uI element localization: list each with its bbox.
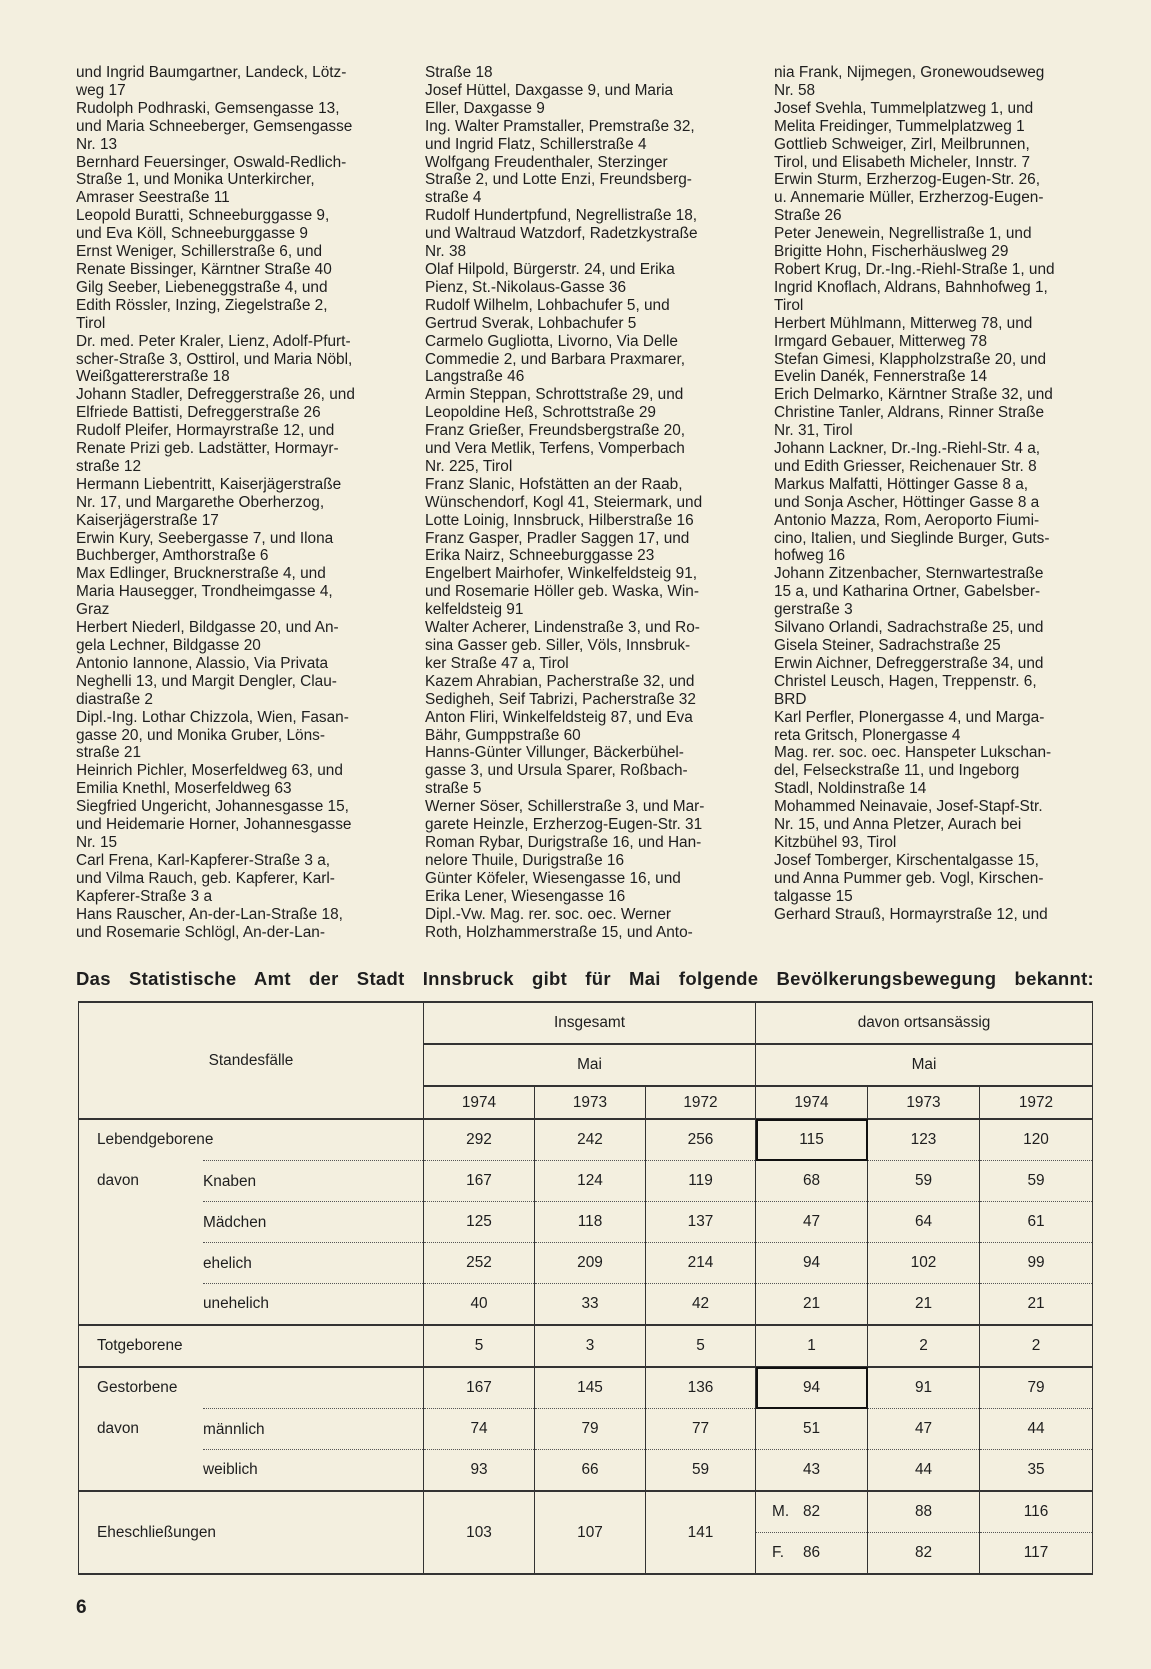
page-number: 6 <box>76 1597 87 1618</box>
text-line: ker Straße 47 a, Tirol <box>425 654 569 672</box>
text-line: Antonio Iannone, Alassio, Via Privata <box>76 654 329 672</box>
value-cell-insgesamt: 141 <box>646 1491 756 1574</box>
text-line: Mohammed Neinavaie, Josef-Stapf-Str. <box>774 798 1043 816</box>
text-line: reta Gritsch, Plonergasse 4 <box>774 726 961 744</box>
marriage-male-cell <box>868 1492 979 1532</box>
value-cell-insgesamt: 242 <box>535 1119 646 1161</box>
value-cell-insgesamt: 145 <box>535 1367 646 1409</box>
text-line: Nr. 225, Tirol <box>425 457 513 475</box>
text-line: Armin Steppan, Schrottstraße 29, und <box>425 386 684 404</box>
text-line: gerstraße 3 <box>774 601 853 619</box>
text-line: Hanns-Günter Villunger, Bäckerbühel- <box>425 744 684 762</box>
value-cell-ortsansaessig: 51 <box>756 1409 868 1450</box>
text-line: sina Gasser geb. Siller, Völs, Innsbruk- <box>425 637 691 654</box>
row-label-cell <box>79 1243 424 1284</box>
text-column-left <box>76 64 406 941</box>
text-line: gela Lechner, Bildgasse 20 <box>76 637 261 654</box>
text-column-right <box>774 64 1099 924</box>
text-line: Dr. med. Peter Kraler, Lienz, Adolf-Pfurt- <box>76 332 351 350</box>
text-line: straße 5 <box>425 780 482 798</box>
header-year: 1972 <box>646 1086 756 1119</box>
value-cell-insgesamt: 33 <box>535 1284 646 1326</box>
value-cell-ortsansaessig: 47 <box>868 1409 980 1450</box>
text-line: Nr. 15, und Anna Pletzer, Aurach bei <box>774 816 1022 834</box>
marriage-male-value: 82 <box>802 1503 821 1520</box>
value-cell-ortsansaessig: 21 <box>756 1284 868 1326</box>
text-line: und Eva Köll, Schneeburggasse 9 <box>76 225 308 243</box>
text-line: Eller, Daxgasse 9 <box>425 99 545 117</box>
text-line: Buchberger, Amthorstraße 6 <box>76 547 269 565</box>
value-cell-ortsansaessig: 102 <box>868 1243 980 1284</box>
header-insgesamt: Insgesamt <box>424 1002 756 1044</box>
text-line: Olaf Hilpold, Bürgerstr. 24, und Erika <box>425 260 675 278</box>
text-line: Neghelli 13, und Margit Dengler, Clau- <box>76 672 337 690</box>
text-line: u. Annemarie Müller, Erzherzog-Eugen- <box>774 189 1044 207</box>
text-line: gasse 3, und Ursula Sparer, Roßbach- <box>425 762 688 780</box>
value-cell-insgesamt: 209 <box>535 1243 646 1284</box>
row-label-cell <box>79 1119 424 1161</box>
text-line: Leopold Buratti, Schneeburggasse 9, <box>76 207 330 225</box>
value-cell-insgesamt: 256 <box>646 1119 756 1161</box>
text-line: Markus Malfatti, Höttinger Gasse 8 a, <box>774 475 1029 493</box>
text-line: und Vilma Rauch, geb. Kapferer, Karl- <box>76 869 335 887</box>
value-cell-insgesamt: 119 <box>646 1161 756 1202</box>
text-line: Erika Nairz, Schneeburggasse 23 <box>425 547 655 565</box>
text-line: Pienz, St.-Nikolaus-Gasse 36 <box>425 278 627 296</box>
text-line: und Anna Pummer geb. Vogl, Kirschen- <box>774 869 1044 887</box>
header-ortsansaessig: davon ortsansässig <box>756 1002 1093 1044</box>
text-line: Hermann Liebentritt, Kaiserjägerstraße <box>76 475 342 493</box>
text-line: Josef Hüttel, Daxgasse 9, und Maria <box>425 81 674 99</box>
text-line: Erwin Kury, Seebergasse 7, und Ilona <box>76 529 334 547</box>
text-line: Commedie 2, und Barbara Praxmarer, <box>425 350 686 368</box>
text-line: Herbert Niederl, Bildgasse 20, und An- <box>76 619 339 637</box>
marriage-male-cell <box>980 1492 1092 1532</box>
text-line: Silvano Orlandi, Sadrachstraße 25, und <box>774 619 1044 637</box>
row-label: Eheschließungen <box>97 1523 216 1541</box>
row-label: Lebendgeborene <box>97 1131 214 1149</box>
value-cell-ortsansaessig: 120 <box>980 1119 1093 1161</box>
text-line: Josef Tomberger, Kirschentalgasse 15, <box>774 851 1039 869</box>
text-line: Maria Hausegger, Trondheimgasse 4, <box>76 583 333 601</box>
text-line: Heinrich Pichler, Moserfeldweg 63, und <box>76 762 343 780</box>
table-row <box>79 1202 1093 1243</box>
row-label-cell <box>79 1325 424 1367</box>
row-label: Totgeborene <box>97 1337 183 1354</box>
header-year: 1974 <box>756 1086 868 1119</box>
value-cell-ortsansaessig: 94 <box>756 1367 868 1409</box>
header-row-groups <box>79 1002 1093 1044</box>
text-line: Evelin Danék, Fennerstraße 14 <box>774 368 988 386</box>
row-label: unehelich <box>203 1295 269 1313</box>
text-line: Rudolf Hundertpfund, Negrellistraße 18, <box>425 207 698 225</box>
text-line: Nr. 58 <box>774 81 816 99</box>
text-line: Edith Rössler, Inzing, Ziegelstraße 2, <box>76 296 328 314</box>
text-line: Tirol <box>774 296 804 314</box>
text-line: Ingrid Knoflach, Aldrans, Bahnhofweg 1, <box>774 278 1048 296</box>
text-line: Kazem Ahrabian, Pacherstraße 32, und <box>425 672 695 690</box>
value-cell-insgesamt: 93 <box>424 1450 535 1492</box>
text-line: Roth, Holzhammerstraße 15, und Anto- <box>425 923 693 941</box>
text-line: und Vera Metlik, Terfens, Vomperbach <box>425 440 685 458</box>
value-cell-ortsansaessig: 59 <box>980 1161 1093 1202</box>
text-line: Sedigheh, Seif Tabrizi, Pacherstraße 32 <box>425 690 696 708</box>
value-cell-insgesamt: 292 <box>424 1119 535 1161</box>
value-cell-ortsansaessig: 64 <box>868 1202 980 1243</box>
text-line: Rudolph Podhraski, Gemsengasse 13, <box>76 99 340 117</box>
text-line: weg 17 <box>76 81 126 99</box>
value-cell-insgesamt: 214 <box>646 1243 756 1284</box>
text-line: Brigitte Hohn, Fischerhäuslweg 29 <box>774 243 1009 261</box>
text-line: Langstraße 46 <box>425 368 525 386</box>
text-line: Erich Delmarko, Kärntner Straße 32, und <box>774 386 1053 404</box>
value-cell-ortsansaessig: 99 <box>980 1243 1093 1284</box>
text-line: Tirol <box>76 314 106 332</box>
value-cell-ortsansaessig <box>868 1491 980 1574</box>
text-line: und Edith Griesser, Reichenauer Str. 8 <box>774 457 1037 475</box>
header-year: 1973 <box>868 1086 980 1119</box>
text-line: Gertrud Sverak, Lohbachufer 5 <box>425 314 637 332</box>
text-line: und Maria Schneeberger, Gemsengasse <box>76 117 353 135</box>
value-cell-ortsansaessig: 21 <box>868 1284 980 1326</box>
marriage-female-value: 86 <box>802 1544 821 1561</box>
value-cell-insgesamt: 167 <box>424 1367 535 1409</box>
text-line: Dipl.-Ing. Lothar Chizzola, Wien, Fasan- <box>76 708 349 726</box>
text-line: Rudolf Pleifer, Hormayrstraße 12, und <box>76 422 335 440</box>
value-cell-insgesamt: 74 <box>424 1409 535 1450</box>
text-line: del, Felseckstraße 11, und Ingeborg <box>774 762 1020 780</box>
header-month-ortsansaessig: Mai <box>756 1044 1093 1086</box>
text-line: Nr. 15 <box>76 833 118 851</box>
text-line: Nr. 31, Tirol <box>774 422 853 440</box>
text-line: Bähr, Gumppstraße 60 <box>425 726 581 744</box>
value-cell-insgesamt: 66 <box>535 1450 646 1492</box>
value-cell-insgesamt: 59 <box>646 1450 756 1492</box>
text-line: Robert Krug, Dr.-Ing.-Riehl-Straße 1, und <box>774 260 1055 278</box>
text-line: Straße 18 <box>425 64 493 81</box>
row-prefix: davon <box>97 1172 139 1189</box>
row-label-cell <box>79 1450 424 1492</box>
value-cell-ortsansaessig <box>980 1491 1093 1574</box>
header-year: 1972 <box>980 1086 1093 1119</box>
text-line: Kaiserjägerstraße 17 <box>76 511 219 529</box>
text-line: und Sonja Ascher, Höttinger Gasse 8 a <box>774 493 1040 511</box>
row-label-cell <box>79 1161 424 1202</box>
row-label-cell <box>79 1409 424 1450</box>
value-cell-insgesamt: 5 <box>424 1325 535 1367</box>
text-line: Gerhard Strauß, Hormayrstraße 12, und <box>774 905 1048 923</box>
text-line: Ernst Weniger, Schillerstraße 6, und <box>76 243 323 261</box>
text-line: scher-Straße 3, Osttirol, und Maria Nöbl, <box>76 350 353 368</box>
text-line: 15 a, und Katharina Ortner, Gabelsber- <box>774 583 1041 601</box>
text-line: Emilia Knethl, Moserfeldweg 63 <box>76 780 292 798</box>
text-line: BRD <box>774 690 807 708</box>
text-line: Lotte Loinig, Innsbruck, Hilberstraße 16 <box>425 511 694 529</box>
text-line: und Rosemarie Höller geb. Waska, Win- <box>425 583 699 601</box>
value-cell-ortsansaessig: 91 <box>868 1367 980 1409</box>
text-line: garete Heinzle, Erzherzog-Eugen-Str. 31 <box>425 816 703 834</box>
text-line: Christine Tanler, Aldrans, Rinner Straße <box>774 404 1045 422</box>
row-label: ehelich <box>203 1254 252 1272</box>
table-row-marriages <box>79 1491 1093 1574</box>
text-line: Wolfgang Freudenthaler, Sterzinger <box>425 153 668 171</box>
value-cell-ortsansaessig: 35 <box>980 1450 1093 1492</box>
header-standesfaelle: Standesfälle <box>79 1002 424 1119</box>
text-line: Franz Slanic, Hofstätten an der Raab, <box>425 475 683 493</box>
text-line: Günter Köfeler, Wiesengasse 16, und <box>425 869 681 887</box>
text-line: Roman Rybar, Durigstraße 16, und Han- <box>425 833 702 851</box>
text-column-middle <box>425 64 750 941</box>
value-cell-ortsansaessig: 2 <box>980 1325 1093 1367</box>
text-line: Straße 2, und Lotte Enzi, Freundsberg- <box>425 171 692 189</box>
text-line: Herbert Mühlmann, Mitterweg 78, und <box>774 314 1033 332</box>
text-line: Siegfried Ungericht, Johannesgasse 15, <box>76 798 349 816</box>
text-line: Erika Lener, Wiesengasse 16 <box>425 887 626 905</box>
marriage-male-value: 116 <box>1023 1503 1049 1520</box>
text-line: gasse 20, und Monika Gruber, Löns- <box>76 726 325 744</box>
text-line: kelfeldsteig 91 <box>425 601 524 619</box>
text-line: straße 12 <box>76 457 142 475</box>
marriage-male-cell <box>756 1492 867 1532</box>
table-row <box>79 1284 1093 1326</box>
row-label: weiblich <box>203 1461 258 1479</box>
text-line: straße 21 <box>76 744 142 762</box>
text-line: Gottlieb Schweiger, Zirl, Meilbrunnen, <box>774 135 1030 153</box>
value-cell-ortsansaessig: 123 <box>868 1119 980 1161</box>
text-line: Hans Rauscher, An-der-Lan-Straße 18, <box>76 905 343 923</box>
row-label-cell <box>79 1491 424 1574</box>
text-line: und Heidemarie Horner, Johannesgasse <box>76 816 352 834</box>
text-line: Max Edlinger, Brucknerstraße 4, und <box>76 565 326 583</box>
text-line: Melita Freidinger, Tummelplatzweg 1 <box>774 117 1025 135</box>
text-line: hofweg 16 <box>774 547 846 565</box>
table-row <box>79 1409 1093 1450</box>
text-line: und Rosemarie Schlögl, An-der-Lan- <box>76 923 325 941</box>
text-line: Ing. Walter Pramstaller, Premstraße 32, <box>425 117 695 135</box>
text-line: nia Frank, Nijmegen, Gronewoudseweg <box>774 64 1045 81</box>
text-line: Werner Söser, Schillerstraße 3, und Mar- <box>425 798 705 816</box>
table-row <box>79 1367 1093 1409</box>
value-cell-ortsansaessig: 61 <box>980 1202 1093 1243</box>
value-cell-ortsansaessig: 94 <box>756 1243 868 1284</box>
header-month-insgesamt: Mai <box>424 1044 756 1086</box>
text-line: Irmgard Gebauer, Mitterweg 78 <box>774 332 988 350</box>
value-cell-insgesamt: 125 <box>424 1202 535 1243</box>
table-row <box>79 1119 1093 1161</box>
text-line: und Waltraud Watzdorf, Radetzkystraße <box>425 225 698 243</box>
marriage-female-cell <box>756 1532 867 1573</box>
value-cell-insgesamt: 79 <box>535 1409 646 1450</box>
row-label: Mädchen <box>203 1213 267 1231</box>
value-cell-insgesamt: 252 <box>424 1243 535 1284</box>
value-cell-insgesamt: 124 <box>535 1161 646 1202</box>
marriage-female-cell <box>868 1532 979 1573</box>
text-line: Christel Leusch, Hagen, Treppenstr. 6, <box>774 672 1037 690</box>
marriage-female-value: 117 <box>1023 1544 1049 1561</box>
text-line: Carl Frena, Karl-Kapferer-Straße 3 a, <box>76 851 331 869</box>
row-label: Knaben <box>203 1172 257 1190</box>
text-line: Gisela Steiner, Sadrachstraße 25 <box>774 637 1001 654</box>
text-line: Engelbert Mairhofer, Winkelfeldsteig 91, <box>425 565 698 583</box>
value-cell-insgesamt: 103 <box>424 1491 535 1574</box>
value-cell-insgesamt: 107 <box>535 1491 646 1574</box>
table-row <box>79 1325 1093 1367</box>
text-line: Josef Svehla, Tummelplatzweg 1, und <box>774 99 1034 117</box>
text-line: Dipl.-Vw. Mag. rer. soc. oec. Werner <box>425 905 672 923</box>
value-cell-insgesamt: 137 <box>646 1202 756 1243</box>
text-line: Renate Prizi geb. Ladstätter, Hormayr- <box>76 440 339 458</box>
text-line: Nr. 17, und Margarethe Oberherzog, <box>76 493 325 511</box>
header-year: 1973 <box>535 1086 646 1119</box>
text-line: Franz Grießer, Freundsbergstraße 20, <box>425 422 686 440</box>
value-cell-ortsansaessig: 44 <box>980 1409 1093 1450</box>
text-line: Renate Bissinger, Kärntner Straße 40 <box>76 260 332 278</box>
value-cell-ortsansaessig: 1 <box>756 1325 868 1367</box>
row-label-cell <box>79 1284 424 1326</box>
value-cell-ortsansaessig: 43 <box>756 1450 868 1492</box>
text-line: Rudolf Wilhelm, Lohbachufer 5, und <box>425 296 670 314</box>
text-line: Wünschendorf, Kogl 41, Steiermark, und <box>425 493 703 511</box>
text-line: Amraser Seestraße 11 <box>76 189 230 207</box>
text-line: Kapferer-Straße 3 a <box>76 887 213 905</box>
text-line: Walter Acherer, Lindenstraße 3, und Ro- <box>425 619 700 637</box>
row-label-cell <box>79 1367 424 1409</box>
row-prefix: davon <box>97 1420 139 1437</box>
text-line: Gilg Seeber, Liebeneggstraße 4, und <box>76 278 328 296</box>
value-cell-ortsansaessig: 21 <box>980 1284 1093 1326</box>
value-cell-ortsansaessig: 44 <box>868 1450 980 1492</box>
text-line: Franz Gasper, Pradler Saggen 17, und <box>425 529 690 547</box>
value-cell-ortsansaessig: 79 <box>980 1367 1093 1409</box>
text-line: cino, Italien, und Sieglinde Burger, Guts- <box>774 529 1050 547</box>
population-statistics-table <box>78 1001 1093 1575</box>
text-line: Graz <box>76 601 110 619</box>
marriage-female-value: 82 <box>914 1544 933 1561</box>
text-line: Peter Jenewein, Negrellistraße 1, und <box>774 225 1032 243</box>
text-line: und Ingrid Baumgartner, Landeck, Lötz- <box>76 64 347 81</box>
text-line: Weißgattererstraße 18 <box>76 368 230 386</box>
row-label-cell <box>79 1202 424 1243</box>
text-line: Tirol, und Elisabeth Micheler, Innstr. 7 <box>774 153 1031 171</box>
text-line: talgasse 15 <box>774 887 853 905</box>
text-line: Bernhard Feuersinger, Oswald-Redlich- <box>76 153 347 171</box>
value-cell-ortsansaessig: 68 <box>756 1161 868 1202</box>
value-cell-ortsansaessig: 115 <box>756 1119 868 1161</box>
value-cell-ortsansaessig: 2 <box>868 1325 980 1367</box>
value-cell-ortsansaessig <box>756 1491 868 1574</box>
text-line: Antonio Mazza, Rom, Aeroporto Fiumi- <box>774 511 1040 529</box>
text-line: straße 4 <box>425 189 482 207</box>
text-line: Elfriede Battisti, Defreggerstraße 26 <box>76 404 321 422</box>
header-year: 1974 <box>424 1086 535 1119</box>
row-label: männlich <box>203 1420 265 1438</box>
text-line: Leopoldine Heß, Schrottstraße 29 <box>425 404 656 422</box>
value-cell-insgesamt: 40 <box>424 1284 535 1326</box>
value-cell-insgesamt: 118 <box>535 1202 646 1243</box>
text-line: Nr. 38 <box>425 243 467 261</box>
table-row <box>79 1450 1093 1492</box>
text-line: Erwin Sturm, Erzherzog-Eugen-Str. 26, <box>774 171 1041 189</box>
text-line: Mag. rer. soc. oec. Hanspeter Lukschan- <box>774 744 1052 762</box>
text-line: Johann Stadler, Defreggerstraße 26, und <box>76 386 355 404</box>
value-cell-insgesamt: 77 <box>646 1409 756 1450</box>
value-cell-insgesamt: 5 <box>646 1325 756 1367</box>
table-row <box>79 1161 1093 1202</box>
value-cell-ortsansaessig: 47 <box>756 1202 868 1243</box>
table-row <box>79 1243 1093 1284</box>
text-line: Straße 1, und Monika Unterkircher, <box>76 171 315 189</box>
male-prefix: M. <box>772 1503 790 1520</box>
text-line: Karl Perfler, Plonergasse 4, und Marga- <box>774 708 1045 726</box>
marriage-female-cell <box>980 1532 1092 1573</box>
female-prefix: F. <box>772 1544 784 1561</box>
text-line: Stefan Gimesi, Klappholzstraße 20, und <box>774 350 1047 368</box>
value-cell-insgesamt: 136 <box>646 1367 756 1409</box>
text-line: und Ingrid Flatz, Schillerstraße 4 <box>425 135 647 153</box>
text-line: Johann Zitzenbacher, Sternwartestraße <box>774 565 1044 583</box>
row-label: Gestorbene <box>97 1379 178 1397</box>
value-cell-ortsansaessig: 59 <box>868 1161 980 1202</box>
text-line: diastraße 2 <box>76 690 153 708</box>
value-cell-insgesamt: 167 <box>424 1161 535 1202</box>
text-line: Straße 26 <box>774 207 842 225</box>
text-line: Anton Fliri, Winkelfeldsteig 87, und Eva <box>425 708 693 726</box>
text-line: Johann Lackner, Dr.-Ing.-Riehl-Str. 4 a, <box>774 440 1041 458</box>
value-cell-insgesamt: 42 <box>646 1284 756 1326</box>
text-line: Kitzbühel 93, Tirol <box>774 833 897 851</box>
text-line: Nr. 13 <box>76 135 118 153</box>
text-line: Stadl, Noldinstraße 14 <box>774 780 927 798</box>
marriage-male-value: 88 <box>914 1503 933 1520</box>
text-line: Erwin Aichner, Defreggerstraße 34, und <box>774 654 1044 672</box>
text-line: Carmelo Gugliotta, Livorno, Via Delle <box>425 332 678 350</box>
statistics-title: Das Statistische Amt der Stadt Innsbruck gibt für Mai folgende Bevölkerungsbewegung bekannt: <box>76 968 1094 989</box>
text-line: nelore Thuile, Durigstraße 16 <box>425 851 625 869</box>
value-cell-insgesamt: 3 <box>535 1325 646 1367</box>
